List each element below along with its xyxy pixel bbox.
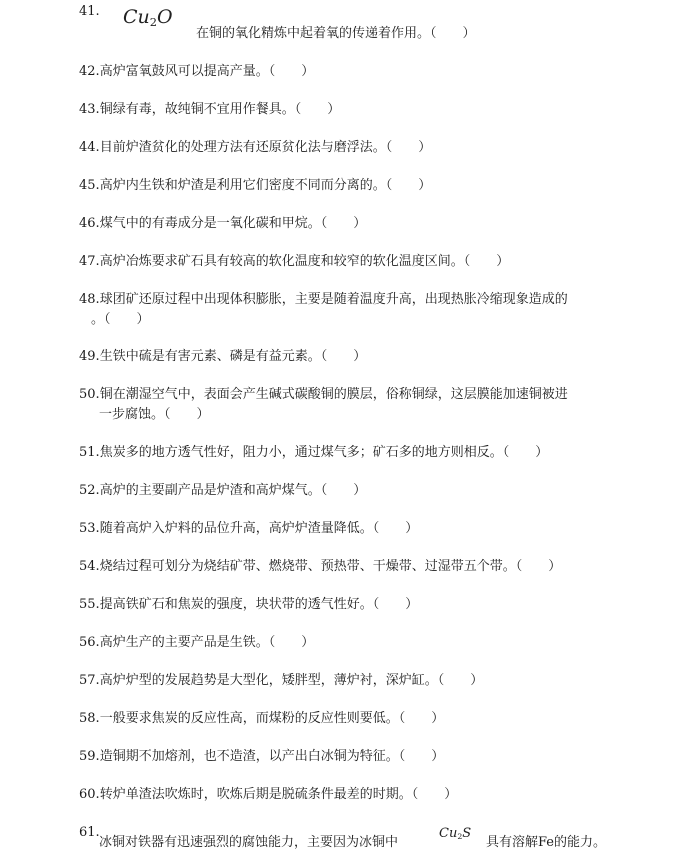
question-number: 60.: [79, 787, 100, 802]
question-text: 高炉生产的主要产品是生铁。（ ）: [99, 635, 315, 650]
question-number: 41.: [79, 4, 100, 19]
question-48: [79, 290, 619, 310]
question-text: 高炉内生铁和炉渣是利用它们密度不同而分离的。（ ）: [99, 178, 432, 193]
question-47: [79, 252, 619, 272]
question-text: 一般要求焦炭的反应性高，而煤粉的反应性则要低。（ ）: [99, 711, 445, 726]
question-50-continuation: 一步腐蚀。（ ）: [99, 407, 210, 422]
question-text: 随着高炉入炉料的品位升高，高炉炉渣量降低。（ ）: [99, 521, 419, 536]
question-text: 目前炉渣贫化的处理方法有还原贫化法与磨浮法。（ ）: [99, 140, 432, 155]
question-number: 53.: [79, 521, 100, 536]
question-number: 54.: [79, 559, 100, 574]
question-number: 45.: [79, 178, 100, 193]
question-number: 55.: [79, 597, 100, 612]
question-number: 56.: [79, 635, 100, 650]
question-text: 高炉富氧鼓风可以提高产量。（ ）: [99, 64, 315, 79]
question-text: 高炉的主要副产品是炉渣和高炉煤气。（ ）: [99, 483, 367, 498]
question-number: 59.: [79, 749, 100, 764]
question-number: 61.: [79, 825, 100, 840]
question-text: 铜绿有毒，故纯铜不宜用作餐具。（ ）: [99, 102, 341, 117]
question-number: 43.: [79, 102, 100, 117]
question-text-after: 具有溶解Fe的能力。: [486, 835, 607, 850]
question-number: 50.: [79, 387, 100, 402]
question-number: 48.: [79, 292, 100, 307]
question-48-continuation: 。（ ）: [91, 312, 150, 327]
question-text: 烧结过程可划分为烧结矿带、燃烧带、预热带、干燥带、过湿带五个带。（ ）: [99, 559, 562, 574]
question-52: [79, 481, 619, 501]
question-55: [79, 595, 619, 615]
question-text: 球团矿还原过程中出现体积膨胀，主要是随着温度升高，出现热胀冷缩现象造成的: [99, 292, 568, 307]
question-text: 生铁中硫是有害元素、磷是有益元素。（ ）: [99, 349, 367, 364]
question-56: [79, 633, 619, 653]
question-text: 转炉单渣法吹炼时，吹炼后期是脱硫条件最差的时期。（ ）: [99, 787, 458, 802]
question-text: 冰铜对铁器有迅速强烈的腐蚀能力，主要因为冰铜中: [99, 835, 399, 850]
question-42: [79, 62, 619, 82]
question-number: 42.: [79, 64, 100, 79]
question-number: 58.: [79, 711, 100, 726]
question-number: 49.: [79, 349, 100, 364]
question-number: 52.: [79, 483, 100, 498]
question-text: 煤气中的有毒成分是一氧化碳和甲烷。（ ）: [99, 216, 367, 231]
question-43: [79, 100, 619, 120]
question-44: [79, 138, 619, 158]
question-45: [79, 176, 619, 196]
question-text: 提高铁矿石和焦炭的强度，块状带的透气性好。（ ）: [99, 597, 419, 612]
question-text: 焦炭多的地方透气性好，阻力小，通过煤气多；矿石多的地方则相反。（ ）: [99, 445, 549, 460]
question-53: [79, 519, 619, 539]
question-60: [79, 785, 619, 805]
question-number: 46.: [79, 216, 100, 231]
question-57: [79, 671, 619, 691]
formula-cu2s: $Cu_2S$: [439, 826, 472, 841]
question-46: [79, 214, 619, 234]
question-text: 造铜期不加熔剂，也不造渣，以产出白冰铜为特征。（ ）: [99, 749, 445, 764]
question-text: 在铜的氧化精炼中起着氧的传递着作用。（ ）: [196, 26, 476, 41]
question-50: [79, 385, 619, 405]
question-number: 47.: [79, 254, 100, 269]
question-58: [79, 709, 619, 729]
formula-cu2o: $Cu_2O$: [123, 6, 173, 29]
question-59: [79, 747, 619, 767]
question-54: [79, 557, 619, 577]
question-number: 44.: [79, 140, 100, 155]
question-text: 高炉冶炼要求矿石具有较高的软化温度和较窄的软化温度区间。（ ）: [99, 254, 510, 269]
question-49: [79, 347, 619, 367]
question-text: 铜在潮湿空气中，表面会产生碱式碳酸铜的膜层，俗称铜绿，这层膜能加速铜被进: [99, 387, 568, 402]
question-51: [79, 443, 619, 463]
question-number: 51.: [79, 445, 100, 460]
question-text: 高炉炉型的发展趋势是大型化，矮胖型，薄炉衬，深炉缸。（ ）: [99, 673, 484, 688]
question-number: 57.: [79, 673, 100, 688]
